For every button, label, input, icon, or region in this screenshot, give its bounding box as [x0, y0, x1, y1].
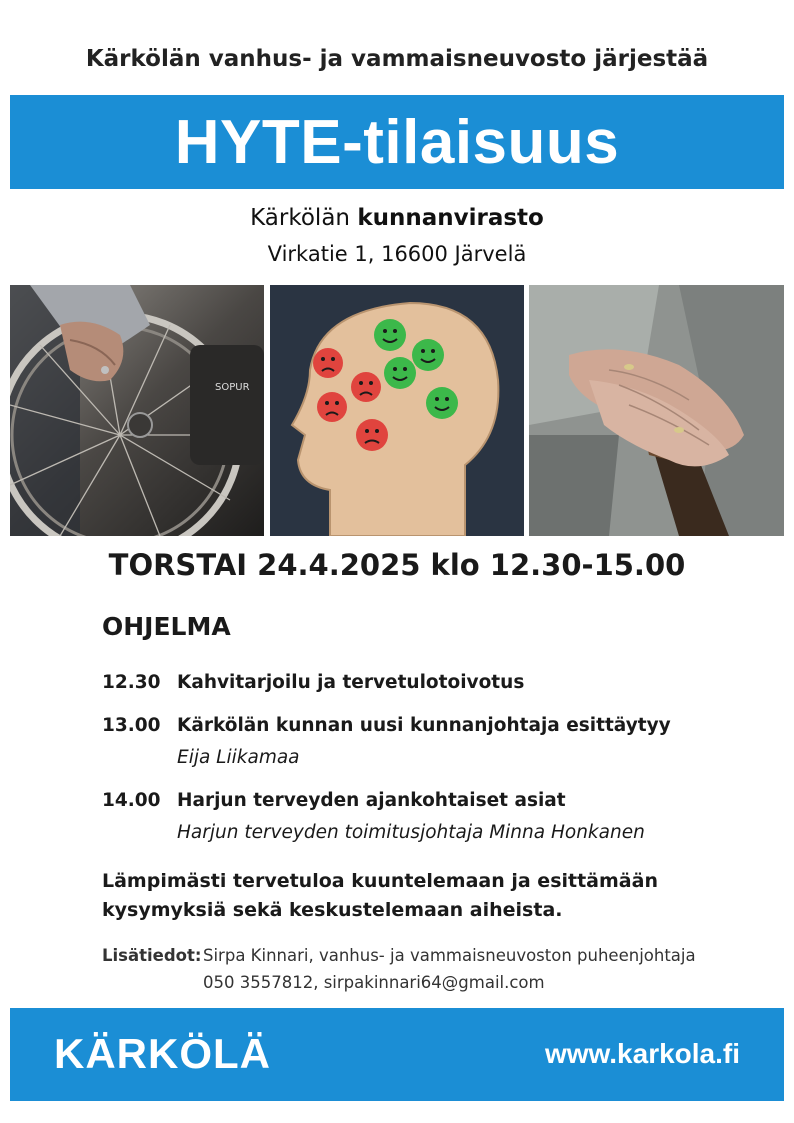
program-item-speaker: Eija Liikamaa — [177, 747, 300, 768]
venue-address: Virkatie 1, 16600 Järvelä — [267, 242, 527, 266]
program-item-time: 13.00 — [102, 715, 161, 736]
venue-name-bold: kunnanvirasto — [357, 205, 544, 231]
venue-name — [0, 205, 794, 231]
program-item-title: Kahvitarjoilu ja tervetulotoivotus — [177, 672, 525, 693]
program-item-speaker: Harjun terveyden toimitusjohtaja Minna Honkanen — [177, 822, 645, 843]
elderly-hands-photo — [529, 285, 784, 536]
event-title: HYTE-tilaisuus — [174, 107, 620, 177]
svg-text:SOPUR: SOPUR — [215, 382, 250, 393]
contact-phone-email: 050 3557812, sirpakinnari64@gmail.com — [203, 973, 545, 992]
title-banner — [10, 95, 784, 189]
welcome-line: Lämpimästi tervetuloa kuuntelemaan ja esittämään — [102, 870, 658, 892]
footer-banner — [10, 1008, 784, 1101]
website-link[interactable]: www.karkola.fi — [544, 1038, 740, 1069]
contact-name: Sirpa Kinnari, vanhus- ja vammaisneuvoston puheenjohtaja — [203, 946, 696, 965]
program-heading: OHJELMA — [102, 612, 231, 641]
program-item-time: 14.00 — [102, 790, 161, 811]
program-item-time: 12.30 — [102, 672, 161, 693]
head-smileys-photo — [270, 285, 524, 536]
organizer-line: Kärkölän vanhus- ja vammaisneuvosto järjestää — [85, 46, 709, 72]
venue-name-regular: Kärkölän — [250, 205, 350, 231]
welcome-line: kysymyksiä sekä keskustelemaan aiheista. — [102, 899, 563, 921]
wheelchair-photo — [10, 285, 264, 536]
program-item-title: Kärkölän kunnan uusi kunnanjohtaja esittäytyy — [177, 715, 671, 736]
karkola-logo: KÄRKÖLÄ — [54, 1030, 271, 1077]
program-item-title: Harjun terveyden ajankohtaiset asiat — [177, 790, 566, 811]
contact-label: Lisätiedot: — [102, 946, 202, 965]
event-date: TORSTAI 24.4.2025 klo 12.30-15.00 — [108, 548, 686, 582]
welcome-text — [102, 867, 702, 925]
